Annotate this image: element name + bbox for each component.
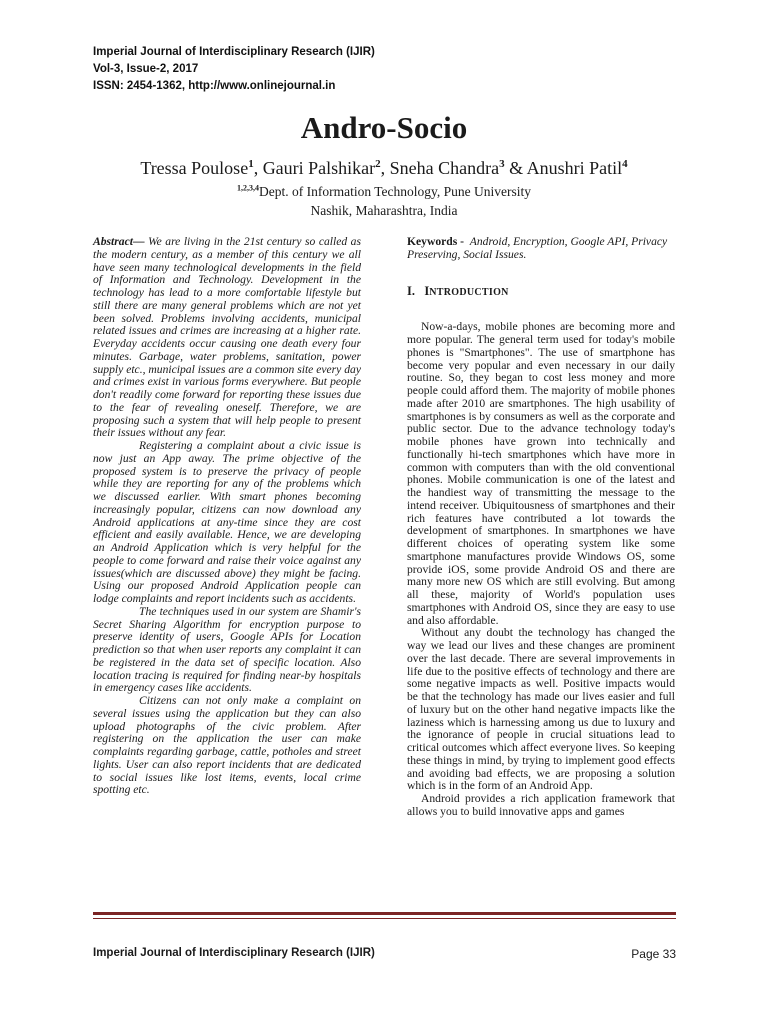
affiliation-block — [0, 182, 768, 220]
author-list — [0, 157, 768, 179]
body-paragraph: Without any doubt the technology has changed the way we lead our lives and these changes are prominent over the last decade. There are several improvements in life due to the positive effects of technology and there are some negative impacts as well. Positive impacts would be that the technology has made our lives easier and full of luxury but on the other hand negative impacts like the laziness which is harnessing among us due to luxury and the ignorance of people in crucial situations lead to critical outcomes which affect everyone lives. So keeping these things in mind, by trying to implement good effects and avoiding bad effects, we are proposing a solution which is in the form of an Android App. — [407, 626, 675, 793]
author-sep: , — [380, 158, 390, 178]
body-paragraph: Now-a-days, mobile phones are becoming more and more popular. The general term used for today's mobile phones is "Smartphones". The use of smartphone has become very popular and even necessary in our daily routine. So, they began to cost less money and more people could afford them. The majority of mobile phones made after 2010 are smartphones. The high usability of smartphones is by consumers as well as the corporate and public sector. Due to the advance technology today's mobile phones have grown into technically and functionally hi-tech smartphones which have more in common with computers than with the old conventional phones. Mobile communication is one of the latest and the handiest way of transmitting the message to the intend receiver. Ubiquitousness of smartphones and their rich features have contributed a lot towards the development of smartphones. In smartphones we have different choices of operating system like some smartphone manufactures provide Windows OS, some provide iOS, some provide Android OS and there are many more new OS which are still evolving. But among all these, majority of World's population uses smartphones with Android OS, since they are easy to use and also affordable. — [407, 320, 675, 627]
affiliation: Dept. of Information Technology, Pune University — [258, 184, 531, 199]
author-sup: 3 — [499, 158, 505, 170]
abstract-paragraph: The techniques used in our system are Shamir's Secret Sharing Algorithm for encryption purpose to preserve identity of users, Google APIs for Location prediction so that when user reports any complaint it can be registered in the data set of specific location. Also location tracing is required for finding near-by hospitals in emergency cases like accidents. — [93, 604, 361, 695]
footer-rule-thin — [93, 918, 676, 919]
footer-journal: Imperial Journal of Interdisciplinary Research (IJIR) — [93, 947, 375, 959]
page-footer — [93, 947, 676, 959]
page-number: Page 33 — [631, 947, 676, 961]
keywords-text: Android, Encryption, Google API, Privacy Preserving, Social Issues. — [407, 235, 668, 261]
author-name: Sneha Chandra — [389, 158, 500, 178]
keywords — [407, 236, 675, 262]
abstract-paragraph: Abstract— We are living in the 21st century so called as the modern century, as a member of this century we all have seen many technological developments in the field of Information and Technology. Development in the technology has lead to a more comfortable lifestyle but still there are many general problems which are not yet been solved. Problems involving accidents, municipal related issues and crimes are increasing at a higher rate. Everyday accidents occur causing one death every four minutes. Garbage, water problems, sanitation, power supply etc., municipal issues are a common site every day and crimes exist in various forms everywhere. But people don't readily come forward for reporting these issues due to the fear of revealing oneself. Therefore, we are proposing such a system that will help people to present their issues without any fear. — [93, 235, 361, 440]
author-sup: 4 — [622, 158, 628, 170]
body-column — [407, 236, 675, 819]
author-name: Anushri Patil — [526, 158, 623, 178]
footer-rule-thick — [93, 912, 676, 915]
location: Nashik, Maharashtra, India — [310, 203, 458, 218]
author-name: Tressa Poulose — [140, 158, 249, 178]
author-name: Gauri Palshikar — [262, 158, 376, 178]
abstract-paragraph: Registering a complaint about a civic issue is now just an App away. The prime objective of the proposed system is to preserve the privacy of people while they are reporting for any of the problems which we discussed earlier. With smart phones becoming increasingly popular, citizens can now download any Android applications at any-time since they are cost efficient and easily available. Hence, we are developing an Android Application which is very helpful for the people to come forward and raise their voice against any issues(which are discussed above) they might be facing. Using our proposed Android Application people can lodge complaints and report incidents such as accidents. — [93, 439, 361, 605]
journal-name: Imperial Journal of Interdisciplinary Research (IJIR) — [93, 46, 375, 58]
journal-issn: ISSN: 2454-1362, http://www.onlinejournal.in — [93, 80, 336, 92]
journal-header — [93, 44, 375, 95]
author-sep: & — [504, 158, 527, 178]
author-sup: 1 — [248, 158, 254, 170]
paper-title: Andro-Socio — [300, 110, 468, 145]
abstract-column — [93, 236, 361, 797]
affiliation-sup: 1,2,3,4 — [236, 183, 259, 193]
abstract-label: Abstract— — [93, 235, 145, 248]
author-sup: 2 — [375, 158, 381, 170]
section-heading-introduction: I. INTRODUCTION — [407, 283, 509, 298]
author-sep: , — [253, 158, 263, 178]
keywords-label: Keywords - — [407, 235, 464, 248]
journal-volume: Vol-3, Issue-2, 2017 — [93, 63, 199, 75]
abstract-paragraph: Citizens can not only make a complaint on several issues using the application but they can also upload photographs of the civic problem. After registering on the application the user can make complaints regarding garbage, cattle, potholes and street lights. User can also report incidents that are dedicated to social issues like lost items, events, local crime spotting etc. — [93, 694, 361, 797]
body-paragraph: Android provides a rich application framework that allows you to build innovative apps and games — [407, 792, 675, 818]
